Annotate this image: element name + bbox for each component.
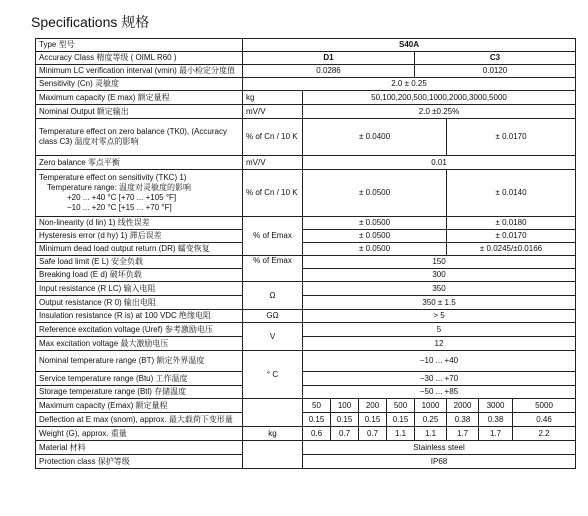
d1-value: ± 0.0500 xyxy=(303,217,447,230)
deflection-cell: 0.15 xyxy=(387,413,415,427)
row-value: 5 xyxy=(303,323,576,337)
capacity-cell: 50 xyxy=(303,399,331,413)
row-unit: kg xyxy=(243,91,303,105)
table-row xyxy=(36,230,576,243)
row-label: Weight (G), approx. 重量 xyxy=(36,427,243,441)
type-value: S40A xyxy=(243,39,576,52)
table-row xyxy=(36,323,576,337)
row-label: −10 ... +20 °C [+15 ... +70 °F] xyxy=(67,203,172,212)
table-row xyxy=(36,372,576,386)
row-label: Insulation resistance (R is) at 100 VDC 绝缘电阻 xyxy=(36,310,243,323)
table-row xyxy=(36,105,576,119)
deflection-cell: 0.15 xyxy=(303,413,331,427)
row-unit: kg xyxy=(243,427,303,441)
deflection-cell: 0.38 xyxy=(479,413,513,427)
row-unit: % of Cn / 10 K xyxy=(243,119,303,156)
deflection-cell: 0.25 xyxy=(415,413,447,427)
row-label: Safe load limit (E L) 安全负载 xyxy=(36,256,243,269)
table-row xyxy=(36,217,576,230)
row-unit: V xyxy=(243,323,303,351)
row-value: −30 ... +70 xyxy=(303,372,576,386)
weight-cell: 0.6 xyxy=(303,427,331,441)
row-label: Hysteresis error (d hy) 1) 滞后误差 xyxy=(36,230,243,243)
table-row xyxy=(36,337,576,351)
row-value: 0.01 xyxy=(303,156,576,170)
table-row xyxy=(36,296,576,310)
accuracy-label: Accuracy Class 精度等级 ( OIML R60 ) xyxy=(36,52,243,65)
table-row xyxy=(36,119,576,156)
d1-value: ± 0.0500 xyxy=(303,243,447,256)
row-label: Input resistance (R LC) 输入电阻 xyxy=(36,282,243,296)
tkc-label xyxy=(36,170,243,217)
row-label: Minimum LC verification interval (vmin) 最小检定分度值 xyxy=(36,65,243,78)
d1-value: 0.0286 xyxy=(243,65,415,78)
c3-value: ± 0.0170 xyxy=(447,230,576,243)
table-row xyxy=(36,243,576,256)
table-row xyxy=(36,65,576,78)
row-unit: GΩ xyxy=(243,310,303,323)
table-row xyxy=(36,156,576,170)
d1-value: ± 0.0400 xyxy=(303,119,447,156)
row-label: Nominal temperature range (BT) 额定外界温度 xyxy=(36,351,243,372)
weight-cell: 1.7 xyxy=(479,427,513,441)
table-row xyxy=(36,78,576,91)
capacity-cell: 200 xyxy=(359,399,387,413)
table-row xyxy=(36,52,576,65)
deflection-cell: 0.15 xyxy=(359,413,387,427)
row-label: Minimum dead load output return (DR) 蠕变恢复 xyxy=(36,243,243,256)
capacity-cell: 500 xyxy=(387,399,415,413)
capacity-cell: 3000 xyxy=(479,399,513,413)
row-unit: mV/V xyxy=(243,105,303,119)
row-value: 2.0 ±0.25% xyxy=(303,105,576,119)
row-unit: Ω xyxy=(243,282,303,310)
row-label: Breaking load (E d) 破坏负载 xyxy=(36,269,243,282)
row-value: −10 ... +40 xyxy=(303,351,576,372)
row-value: 12 xyxy=(303,337,576,351)
row-value: 350 xyxy=(303,282,576,296)
row-value: > 5 xyxy=(303,310,576,323)
table-row xyxy=(36,413,576,427)
table-row xyxy=(36,91,576,105)
row-label: Nominal Output 额定输出 xyxy=(36,105,243,119)
specifications-table xyxy=(35,38,576,469)
row-value: 150 xyxy=(303,256,576,269)
row-label: Zero balance 零点平衡 xyxy=(36,156,243,170)
table-row xyxy=(36,310,576,323)
deflection-cell: 0.46 xyxy=(513,413,576,427)
row-label: Maximum capacity (E max) 额定量程 xyxy=(36,91,243,105)
row-label: Max excitation voltage 最大激励电压 xyxy=(36,337,243,351)
d1-value: ± 0.0500 xyxy=(303,170,447,217)
row-value: 300 xyxy=(303,269,576,282)
table-row xyxy=(36,269,576,282)
c3-value: ± 0.0140 xyxy=(447,170,576,217)
c3-value: ± 0.0180 xyxy=(447,217,576,230)
table-row xyxy=(36,39,576,52)
row-label: Service temperature range (Btu) 工作温度 xyxy=(36,372,243,386)
c3-value: 0.0120 xyxy=(415,65,576,78)
deflection-cell: 0.38 xyxy=(447,413,479,427)
row-label: Temperature effect on sensitivity (TKC) 1) xyxy=(39,173,187,182)
capacity-cell: 5000 xyxy=(513,399,576,413)
row-unit-blank xyxy=(243,441,303,469)
table-row xyxy=(36,351,576,372)
row-value: 2.0 ± 0.25 xyxy=(243,78,576,91)
table-row xyxy=(36,256,576,269)
capacity-cell: 100 xyxy=(331,399,359,413)
row-value: Stainless steel xyxy=(303,441,576,455)
row-unit: mV/V xyxy=(243,156,303,170)
row-label: Sensitivity (Cn) 灵敏度 xyxy=(36,78,243,91)
row-unit: % of Emax xyxy=(243,217,303,256)
table-row xyxy=(36,282,576,296)
table-row xyxy=(36,455,576,469)
row-label: Output resistance (R 0) 输出电阻 xyxy=(36,296,243,310)
row-value: −50 ... +85 xyxy=(303,386,576,399)
row-label: Maximum capacity (Emax) 额定量程 xyxy=(36,399,243,413)
row-unit: ° C xyxy=(243,351,303,399)
d1-value: ± 0.0500 xyxy=(303,230,447,243)
d1-header: D1 xyxy=(243,52,415,65)
row-label: Material 材料 xyxy=(36,441,243,455)
c3-header: C3 xyxy=(415,52,576,65)
table-row xyxy=(36,386,576,399)
row-value: 50,100,200,500,1000,2000,3000,5000 xyxy=(303,91,576,105)
row-label: +20 ... +40 °C [+70 ... +105 °F] xyxy=(67,193,177,202)
deflection-cell: 0.15 xyxy=(331,413,359,427)
table-row xyxy=(36,399,576,413)
row-label: Deflection at E max (snom), approx. 最大载荷下变形量 xyxy=(36,413,243,427)
row-label: Reference excitation voltage (Uref) 参考激励电压 xyxy=(36,323,243,337)
c3-value: ± 0.0245/±0.0166 xyxy=(447,243,576,256)
page-title: Specifications 规格 xyxy=(31,14,150,30)
table-row xyxy=(36,427,576,441)
weight-cell: 1.1 xyxy=(387,427,415,441)
weight-cell: 0.7 xyxy=(359,427,387,441)
type-label: Type 型号 xyxy=(36,39,243,52)
capacity-cell: 2000 xyxy=(447,399,479,413)
weight-cell: 0.7 xyxy=(331,427,359,441)
row-unit-blank xyxy=(243,399,303,427)
table-row xyxy=(36,441,576,455)
row-unit: % of Emax xyxy=(243,256,303,282)
row-label: Non-linearity (d lin) 1) 线性误差 xyxy=(36,217,243,230)
table-row xyxy=(36,170,576,217)
capacity-cell: 1000 xyxy=(415,399,447,413)
row-unit: % of Cn / 10 K xyxy=(243,170,303,217)
row-label: Protection class 保护等级 xyxy=(36,455,243,469)
row-value: IP68 xyxy=(303,455,576,469)
weight-cell: 1.1 xyxy=(415,427,447,441)
weight-cell: 2.2 xyxy=(513,427,576,441)
row-label: Temperature range: 温度对灵敏度的影响 xyxy=(47,183,192,192)
row-value: 350 ± 1.5 xyxy=(303,296,576,310)
row-label: Storage temperature range (Btl) 存储温度 xyxy=(36,386,243,399)
c3-value: ± 0.0170 xyxy=(447,119,576,156)
weight-cell: 1.7 xyxy=(447,427,479,441)
row-label: Temperature effect on zero balance (TK0), (Accuracy class C3) 温度对零点的影响 xyxy=(36,119,243,156)
